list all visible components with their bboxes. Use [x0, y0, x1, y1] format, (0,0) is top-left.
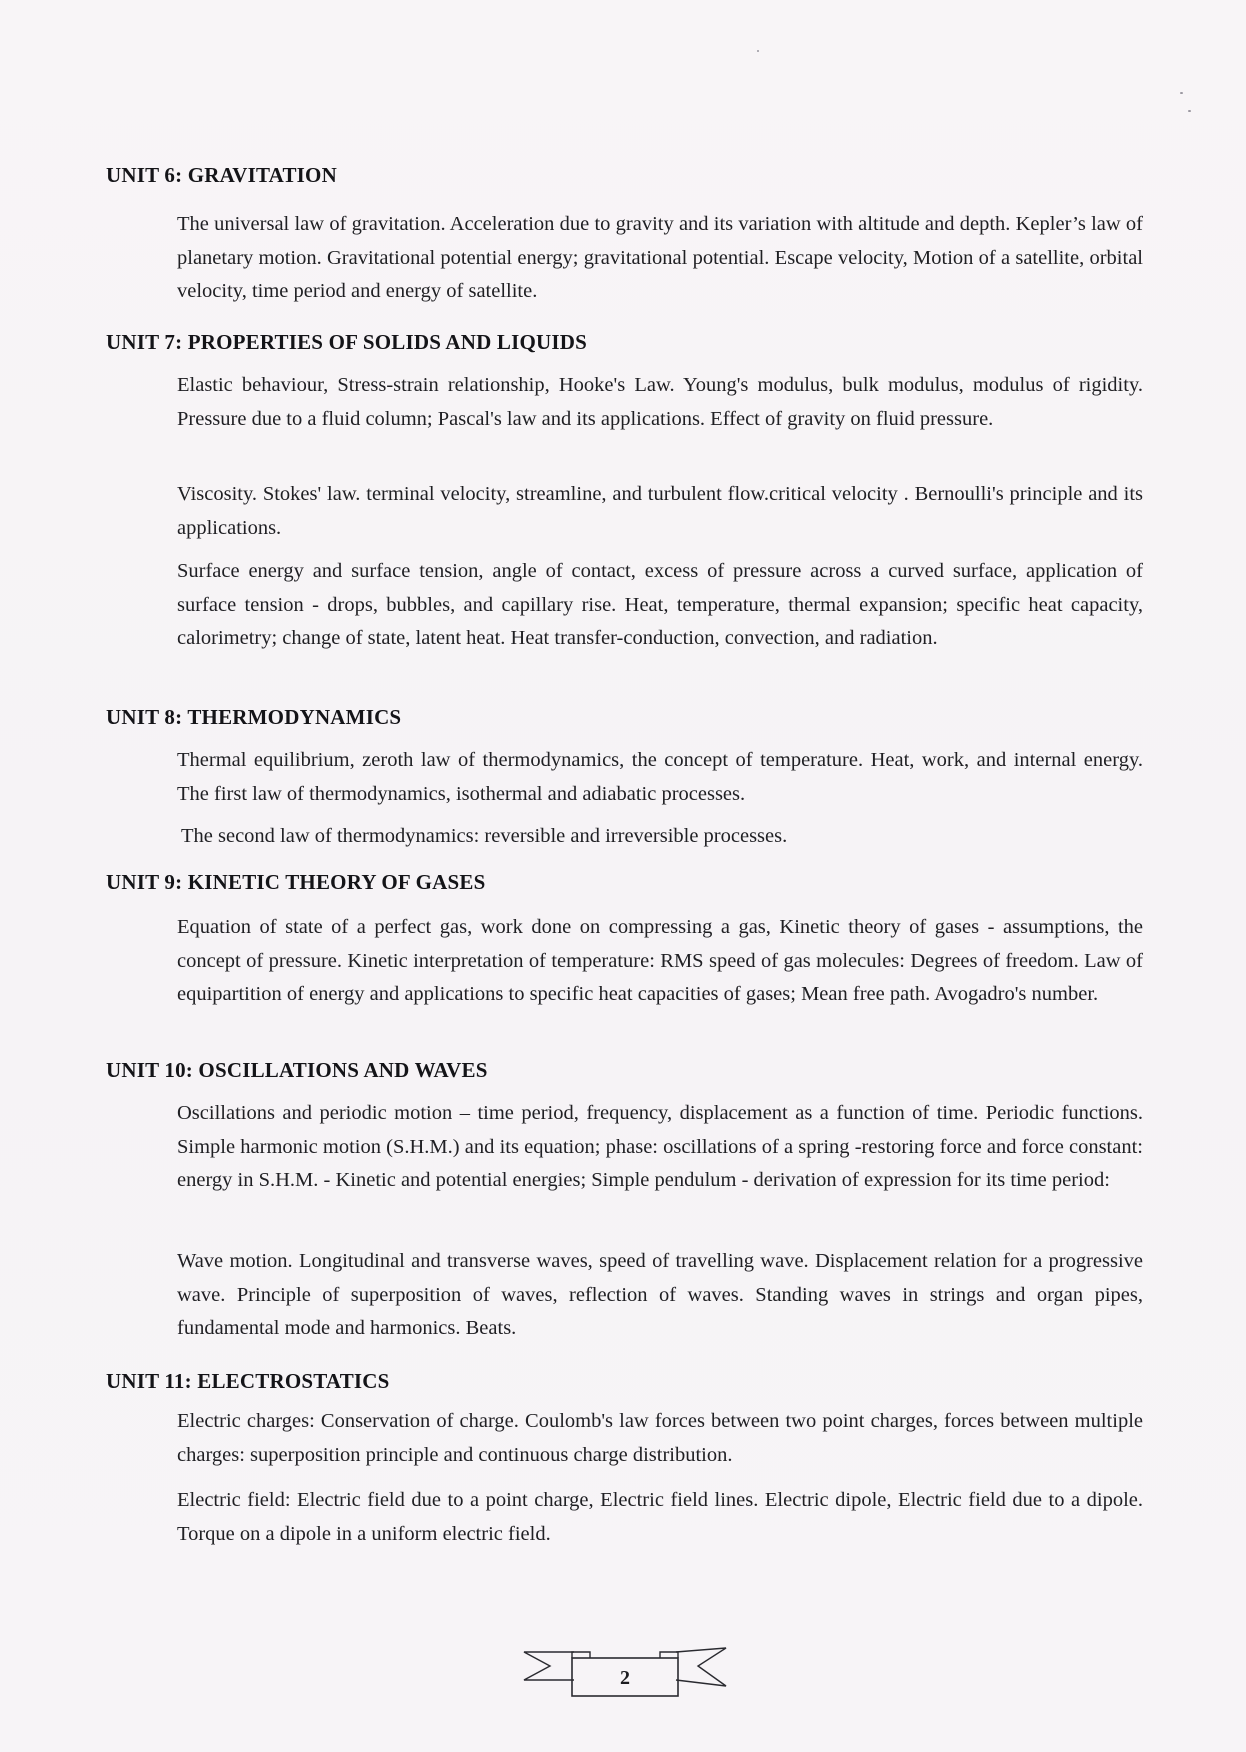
unit-7-paragraph-viscosity: Viscosity. Stokes' law. terminal velocity, streamline, and turbulent flow.critical velocity . Bernoulli's principle and its applications. — [177, 483, 1143, 539]
unit-9-title: UNIT 9: KINETIC THEORY OF GASES — [106, 870, 486, 894]
unit-10-paragraph-oscillations: Oscillations and periodic motion – time period, frequency, displacement as a function of time. Periodic functions. Simple harmonic motion (S.H.M.) and its equation; phase: oscillations of a spring -restoring force and force constant: energy in S.H.M. - Kinetic and potential energies; Simple pendulum - derivation of expression for its time period: — [177, 1102, 1143, 1191]
page-footer — [520, 1642, 730, 1698]
unit-6-title: UNIT 6: GRAVITATION — [106, 163, 337, 187]
unit-11-paragraph-field: Electric field: Electric field due to a point charge, Electric field lines. Electric dipole, Electric field due to a dipole. Torque on a dipole in a uniform electric field. — [177, 1489, 1143, 1545]
scan-speck — [1188, 110, 1191, 112]
unit-8-title: UNIT 8: THERMODYNAMICS — [106, 705, 402, 729]
unit-9-paragraph: Equation of state of a perfect gas, work done on compressing a gas, Kinetic theory of gases - assumptions, the concept of pressure. Kinetic interpretation of temperature: RMS speed of gas molecules: Degrees of freedom. Law of equipartition of energy and applications to specific heat capacities of gases; Mean free path. Avogadro's number. — [177, 916, 1143, 1005]
unit-8-paragraph-second-law: The second law of thermodynamics: reversible and irreversible processes. — [181, 825, 788, 847]
scan-speck — [757, 50, 759, 52]
unit-11-title: UNIT 11: ELECTROSTATICS — [106, 1369, 390, 1393]
unit-7-title: UNIT 7: PROPERTIES OF SOLIDS AND LIQUIDS — [106, 330, 588, 354]
unit-7-paragraph-elasticity: Elastic behaviour, Stress-strain relationship, Hooke's Law. Young's modulus, bulk modulus, modulus of rigidity. Pressure due to a fluid column; Pascal's law and its applications. Effect of gravity on fluid pressure. — [177, 374, 1143, 430]
unit-6-paragraph: The universal law of gravitation. Acceleration due to gravity and its variation with altitude and depth. Kepler’s law of planetary motion. Gravitational potential energy; gravitational potential. Escape velocity, Motion of a satellite, orbital velocity, time period and energy of satellite. — [177, 213, 1143, 302]
unit-7-paragraph-surface-tension: Surface energy and surface tension, angle of contact, excess of pressure across a curved surface, application of surface tension - drops, bubbles, and capillary rise. Heat, temperature, thermal expansion; specific heat capacity, calorimetry; change of state, latent heat. Heat transfer-conduction, convection, and radiation. — [177, 560, 1143, 649]
unit-10-title: UNIT 10: OSCILLATIONS AND WAVES — [106, 1058, 488, 1082]
scan-speck — [1180, 92, 1183, 94]
page-number: 2 — [620, 1667, 630, 1689]
unit-11-paragraph-charges: Electric charges: Conservation of charge. Coulomb's law forces between two point charges, forces between multiple charges: superposition principle and continuous charge distribution. — [177, 1410, 1143, 1466]
unit-8-paragraph-first-law: Thermal equilibrium, zeroth law of thermodynamics, the concept of temperature. Heat, work, and internal energy. The first law of thermodynamics, isothermal and adiabatic processes. — [177, 749, 1143, 805]
unit-10-paragraph-waves: Wave motion. Longitudinal and transverse waves, speed of travelling wave. Displacement relation for a progressive wave. Principle of superposition of waves, reflection of waves. Standing waves in strings and organ pipes, fundamental mode and harmonics. Beats. — [177, 1250, 1143, 1339]
